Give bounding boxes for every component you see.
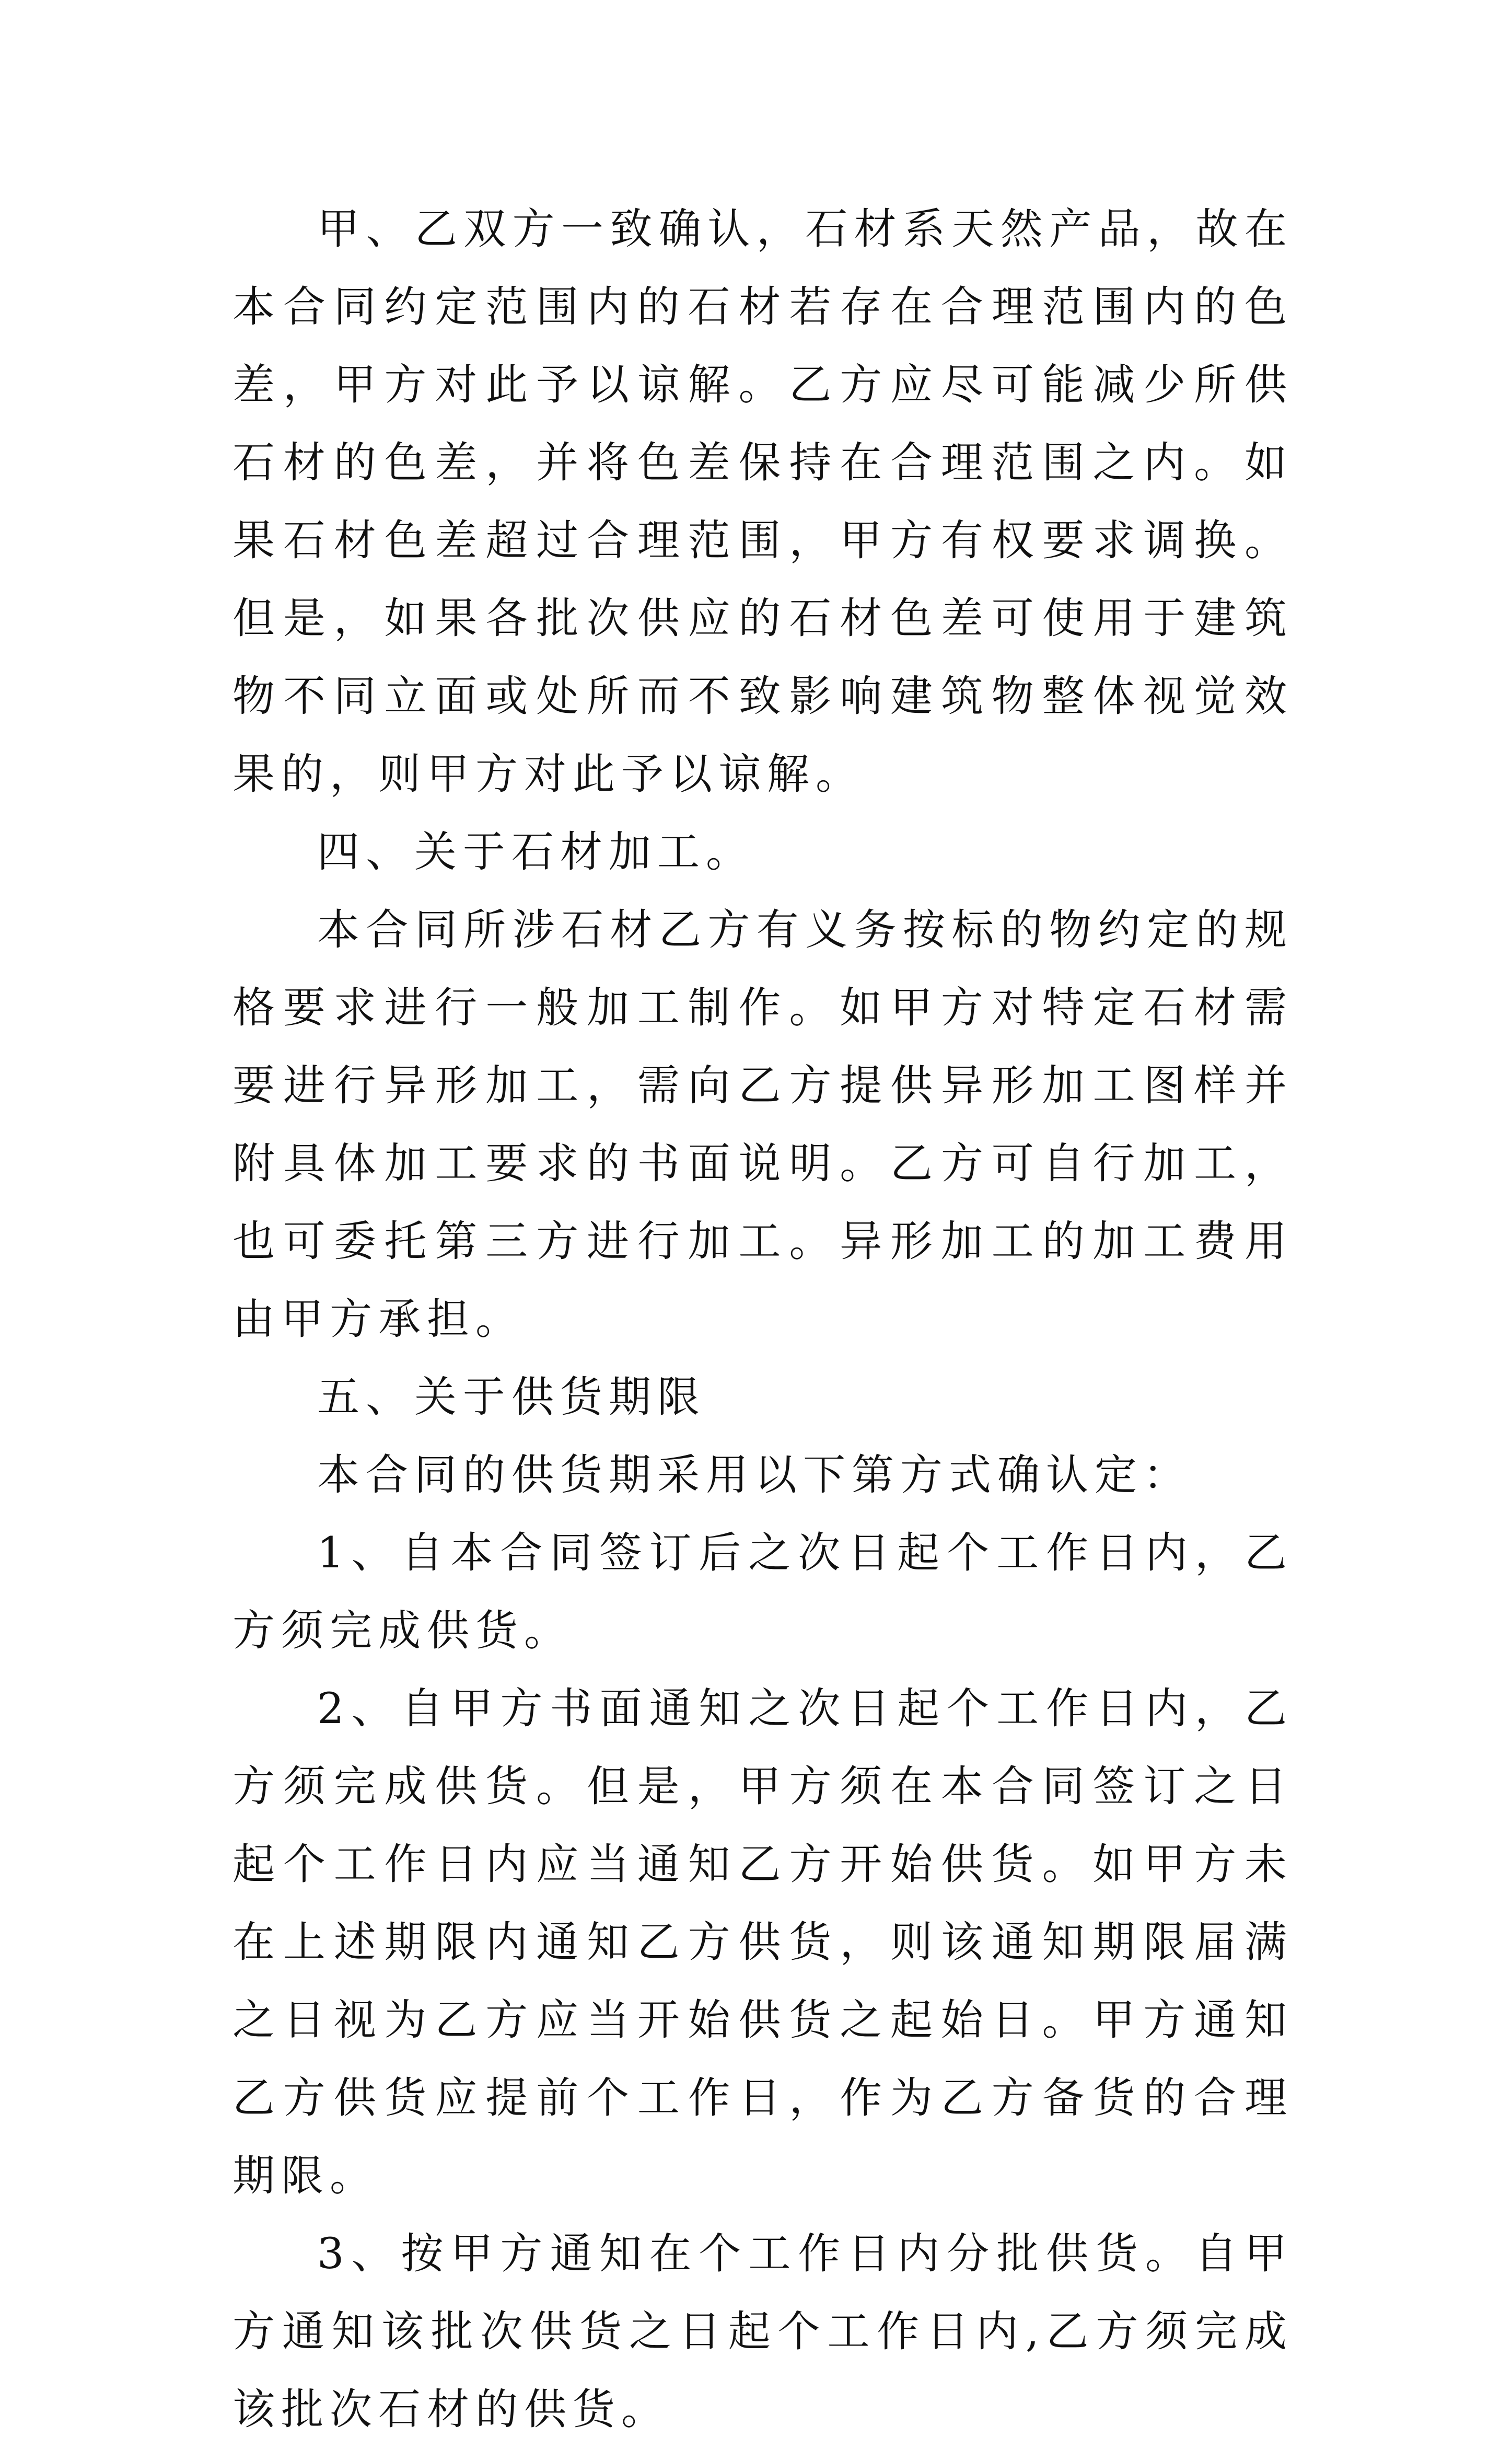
paragraph-color-difference: 甲、乙双方一致确认，石材系天然产品，故在本合同约定范围内的石材若存在合理范围内的色差，甲方对此予以谅解。乙方应尽可能减少所供石材的色差，并将色差保持在合理范围之内。如果石材色差超过合理范围，甲方有权要求调换。但是，如果各批次供应的石材色差可使用于建筑物不同立面或处所而不致影响建筑物整体视觉效果的，则甲方对此予以谅解。 bbox=[232, 205, 1293, 799]
list-item-delivery-option-1: 1、自本合同签订后之次日起个工作日内，乙方须完成供货。 bbox=[232, 1529, 1293, 1656]
paragraph-processing: 本合同所涉石材乙方有义务按标的物约定的规格要求进行一般加工制作。如甲方对特定石材需要进行异形加工，需向乙方提供异形加工图样并附具体加工要求的书面说明。乙方可自行加工，也可委托第三方进行加工。异形加工的加工费用由甲方承担。 bbox=[232, 906, 1293, 1344]
section-heading-processing: 四、关于石材加工。 bbox=[317, 828, 755, 877]
list-item-delivery-option-2: 2、自甲方书面通知之次日起个工作日内，乙方须完成供货。但是，甲方须在本合同签订之日起个工作日内应当通知乙方开始供货。如甲方未在上述期限内通知乙方供货，则该通知期限届满之日视为乙方应当开始供货之起始日。甲方通知乙方供货应提前个工作日，作为乙方备货的合理期限。 bbox=[232, 1684, 1293, 2201]
paragraph-delivery-method: 本合同的供货期采用以下第方式确认定： bbox=[317, 1451, 1192, 1500]
document-body bbox=[232, 191, 1293, 2449]
list-item-delivery-option-3: 3、按甲方通知在个工作日内分批供货。自甲方通知该批次供货之日起个工作日内,乙方须完成该批次石材的供货。 bbox=[232, 2229, 1293, 2434]
section-heading-delivery-period: 五、关于供货期限 bbox=[317, 1373, 706, 1422]
